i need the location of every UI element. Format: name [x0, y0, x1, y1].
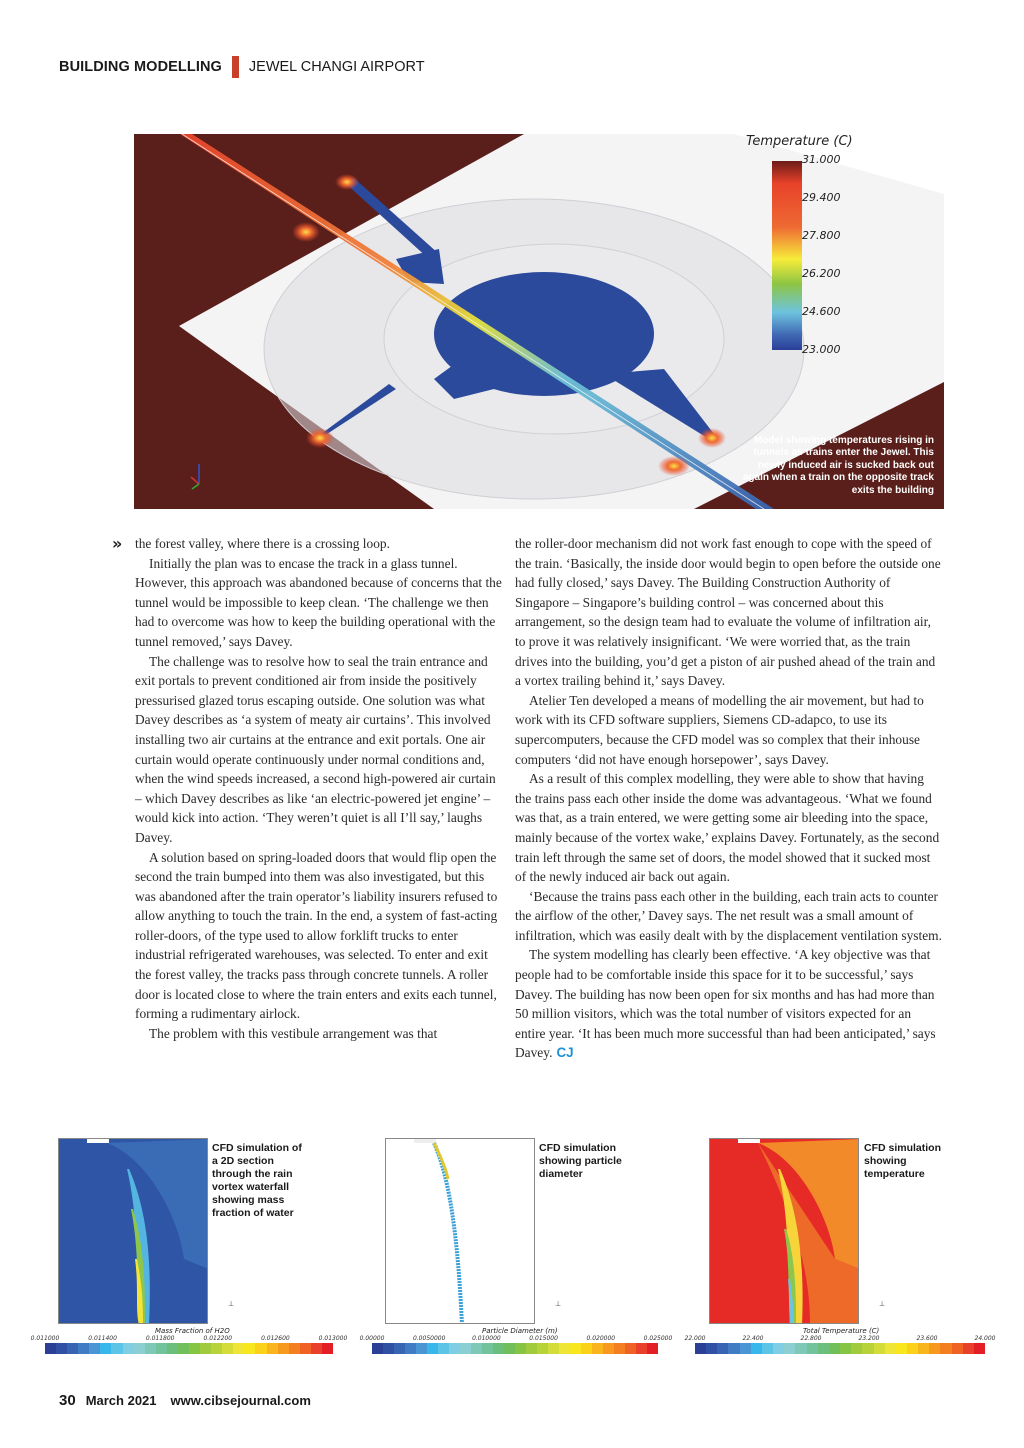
colorbar-title: Mass Fraction of H2O: [155, 1327, 230, 1335]
axis-triad-icon: ⊥: [555, 1300, 562, 1308]
cfd-plot-temperature: [709, 1138, 859, 1324]
paragraph: The problem with this vestibule arrangement was that: [149, 1025, 438, 1041]
figure-caption: CFD simulation showing temperature: [864, 1142, 942, 1180]
hero-cfd-figure: [134, 134, 944, 509]
colorbar-swatch: [211, 1343, 222, 1354]
colorbar-swatch: [526, 1343, 537, 1354]
colorbar-swatch: [278, 1343, 289, 1354]
paragraph: the roller-door mechanism did not work fast enough to cope with the speed of the train. ‘Basically, the inside door would begin to open before the outside one had fully closed,’ says Davey. The Building Construction Authority of Singapore – Singapore’s building control – was concerned about this arrangement, so the design team had to evaluate the volume of infiltration air, to prove it was relatively insignificant. ‘We were worried that, as the train drives into the building, you’d get a piston of air pushed ahead of the train and a vortex trailing behind it,’ says Davey.: [515, 536, 941, 689]
colorbar-tick: 22.400: [742, 1335, 764, 1342]
cfd-plot-particle-diameter: [385, 1138, 535, 1324]
colorbar-swatch: [56, 1343, 67, 1354]
colorbar-swatch: [222, 1343, 233, 1354]
hotspot: [335, 174, 359, 190]
colorbar-swatch: [592, 1343, 603, 1354]
colorbar-swatch: [717, 1343, 728, 1354]
colorbar-swatch: [244, 1343, 255, 1354]
legend-title: Temperature (C): [746, 134, 853, 149]
colorbar-temperature: [695, 1343, 985, 1354]
paragraph: As a result of this complex modelling, they were able to show that having the trains pass each other inside the dome was advantageous. ‘What we found was that, as a train entered, we were getting some air bleeding into the space, mainly because of the vortex wake,’ explains Davey. Fortunately, as the second train left through the same set of doors, the model showed that it sucked most of the newly induced air back out again.: [515, 771, 940, 885]
colorbar-tick: 22.000: [684, 1335, 706, 1342]
colorbar-swatch: [145, 1343, 156, 1354]
colorbar-swatch: [537, 1343, 548, 1354]
colorbar-swatch: [795, 1343, 806, 1354]
colorbar-swatch: [625, 1343, 636, 1354]
paragraph: ‘Because the trains pass each other in the building, each train acts to counter the airflow of the other,’ Davey says. The net result was a small amount of infiltration, which was easily dealt with by the displacement ventilation system.: [515, 888, 942, 943]
colorbar-swatch: [896, 1343, 907, 1354]
colorbar-swatch: [383, 1343, 394, 1354]
axis-triad-icon: ⊥: [879, 1300, 886, 1308]
article-column-left: [135, 534, 505, 1043]
colorbar-swatch: [762, 1343, 773, 1354]
section-label: BUILDING MODELLING: [59, 59, 222, 75]
colorbar-mass-fraction: [45, 1343, 333, 1354]
colorbar-swatch: [740, 1343, 751, 1354]
colorbar-swatch: [427, 1343, 438, 1354]
colorbar-swatch: [233, 1343, 244, 1354]
cfd-plot-mass-fraction: [58, 1138, 208, 1324]
colorbar-swatch: [818, 1343, 829, 1354]
figure-caption: CFD simulation of a 2D section through the rain vortex waterfall showing mass fraction of water: [212, 1142, 302, 1219]
colorbar-swatch: [178, 1343, 189, 1354]
colorbar-swatch: [156, 1343, 167, 1354]
colorbar-swatch: [200, 1343, 211, 1354]
hotspot: [292, 222, 320, 242]
colorbar-swatch: [728, 1343, 739, 1354]
colorbar-swatch: [581, 1343, 592, 1354]
colorbar-swatch: [267, 1343, 278, 1354]
colorbar-tick: 23.600: [916, 1335, 938, 1342]
colorbar-tick: 24.000: [974, 1335, 996, 1342]
colorbar-swatch: [78, 1343, 89, 1354]
colorbar-swatch: [189, 1343, 200, 1354]
colorbar-tick: 0.011400: [88, 1335, 117, 1342]
figure-caption: CFD simulation showing particle diameter: [539, 1142, 622, 1180]
colorbar-swatch: [449, 1343, 460, 1354]
colorbar-swatch: [614, 1343, 625, 1354]
colorbar-swatch: [134, 1343, 145, 1354]
end-mark-logo: CJ: [556, 1045, 574, 1061]
colorbar-swatch: [405, 1343, 416, 1354]
website-url: www.cibsejournal.com: [170, 1393, 311, 1408]
colorbar-swatch: [493, 1343, 504, 1354]
colorbar-swatch: [807, 1343, 818, 1354]
axis-triad-icon: ⊥: [228, 1300, 235, 1308]
colorbar-swatch: [394, 1343, 405, 1354]
paragraph: The challenge was to resolve how to seal the train entrance and exit portals to prevent conditioned air from inside the positively pressurised glazed torus escaping outside. One solution was what Davey describes as ‘a system of meaty air curtains’. This involved installing two air curtains at the entrance and exit portals. One air curtain would operate continuously under normal conditions and, when the wind speeds increased, a second high-powered air curtain – which Davey describes as like ‘an electric-powered jet engine’ – would kick into action. ‘They weren’t quiet is all I’ll say,’ laughs Davey.: [135, 653, 496, 845]
legend-tick: 31.000: [802, 153, 841, 166]
colorbar-swatch: [829, 1343, 840, 1354]
colorbar-tick: 0.010000: [472, 1335, 501, 1342]
colorbar-swatch: [636, 1343, 647, 1354]
continued-marker-icon: »: [112, 534, 123, 553]
colorbar-swatch: [706, 1343, 717, 1354]
colorbar-swatch: [874, 1343, 885, 1354]
colorbar-swatch: [907, 1343, 918, 1354]
paragraph: Initially the plan was to encase the track in a glass tunnel. However, this approach was abandoned because of concerns that the tunnel would be impossible to keep clean. ‘The challenge we then had to overcome was how to keep the building operational with the tunnel removed,’ says Davey.: [135, 555, 502, 649]
colorbar-swatch: [515, 1343, 526, 1354]
colorbar-swatch: [289, 1343, 300, 1354]
colorbar-tick: 0.011800: [145, 1335, 175, 1342]
colorbar-swatch: [111, 1343, 122, 1354]
colorbar-swatch: [67, 1343, 78, 1354]
colorbar-tick: 23.200: [858, 1335, 880, 1342]
hotspot: [658, 456, 690, 476]
colorbar-tick: 0.013000: [318, 1335, 348, 1342]
legend-tick: 26.200: [802, 267, 841, 280]
colorbar-swatch: [851, 1343, 862, 1354]
colorbar-tick: 0.011000: [30, 1335, 60, 1342]
paragraph: the forest valley, where there is a crossing loop.: [135, 536, 390, 551]
colorbar-swatch: [471, 1343, 482, 1354]
colorbar-title: Particle Diameter (m): [482, 1327, 558, 1335]
colorbar-swatch: [548, 1343, 559, 1354]
hero-caption: Model showing temperatures rising in tunnels as trains enter the Jewel. This newly induced air is sucked back out again when a train on the opposite track exits the building: [742, 435, 934, 496]
issue-date: March 2021: [85, 1393, 157, 1408]
colorbar-swatch: [300, 1343, 311, 1354]
paragraph-text: The system modelling has clearly been effective. ‘A key objective was that people had to be comfortable inside this space for it to be successful,’ says Davey. The building has now been open for six months and has had more than 50 million visitors, which was the total number of visitors expected for an entire year. ‘It has been much more successful than had been anticipated,’ says Davey.: [515, 947, 936, 1061]
colorbar-swatch: [840, 1343, 851, 1354]
hotspot: [698, 428, 726, 448]
colorbar-tick: 0.012600: [261, 1335, 290, 1342]
colorbar-swatch: [974, 1343, 985, 1354]
axis-triad-icon: [191, 464, 199, 489]
colorbar-swatch: [438, 1343, 449, 1354]
colorbar-swatch: [963, 1343, 974, 1354]
colorbar-swatch: [570, 1343, 581, 1354]
colorbar-swatch: [784, 1343, 795, 1354]
colorbar-swatch: [862, 1343, 873, 1354]
colorbar-swatch: [460, 1343, 471, 1354]
colorbar-tick: 0.00000: [359, 1335, 385, 1342]
legend-tick: 23.000: [802, 343, 841, 356]
colorbar-swatch: [100, 1343, 111, 1354]
colorbar-swatch: [603, 1343, 614, 1354]
colorbar-swatch: [416, 1343, 427, 1354]
colorbar-swatch: [372, 1343, 383, 1354]
colorbar-swatch: [89, 1343, 100, 1354]
paragraph: A solution based on spring-loaded doors that would flip open the second the train bumped into them was also investigated, but this was abandoned after the train operator’s liability insurers refused to allow anything to touch the train. In the end, a system of fast-acting roller-doors, of the type used to allow forklift trucks to enter industrial refrigerated warehouses, was selected. To enter and exit the forest valley, the tracks pass through concrete tunnels. A roller door is located close to where the train enters and exits each tunnel, forming a rudimentary airlock.: [135, 849, 498, 1022]
colorbar-swatch: [482, 1343, 493, 1354]
page-number: 30: [59, 1392, 76, 1409]
colorbar-tick: 22.800: [800, 1335, 822, 1342]
colorbar-swatch: [952, 1343, 963, 1354]
header-divider: [232, 56, 239, 78]
legend-tick: 29.400: [802, 191, 841, 204]
colorbar-swatch: [559, 1343, 570, 1354]
colorbar-title: Total Temperature (C): [803, 1327, 880, 1335]
colorbar-swatch: [647, 1343, 658, 1354]
topic-label: JEWEL CHANGI AIRPORT: [248, 59, 425, 75]
paragraph-final: [515, 945, 943, 1063]
colorbar-tick: 0.0050000: [412, 1335, 446, 1342]
colorbar-tick: 0.012200: [203, 1335, 233, 1342]
colorbar-particle-diameter: [372, 1343, 658, 1354]
colorbar-swatch: [322, 1343, 333, 1354]
colorbar-swatch: [45, 1343, 56, 1354]
colorbar-swatch: [255, 1343, 266, 1354]
colorbar-swatch: [773, 1343, 784, 1354]
colorbar-swatch: [311, 1343, 322, 1354]
colorbar-tick: 0.015000: [529, 1335, 558, 1342]
colorbar-swatch: [918, 1343, 929, 1354]
hotspot: [306, 428, 334, 448]
colorbar-swatch: [504, 1343, 515, 1354]
temperature-colorbar: [772, 161, 802, 350]
legend-tick: 24.600: [802, 305, 841, 318]
colorbar-swatch: [885, 1343, 896, 1354]
colorbar-swatch: [167, 1343, 178, 1354]
running-header: [59, 56, 425, 78]
article-column-right: [515, 534, 943, 1063]
colorbar-tick: 0.025000: [643, 1335, 673, 1342]
colorbar-swatch: [940, 1343, 951, 1354]
colorbar-swatch: [695, 1343, 706, 1354]
legend-tick: 27.800: [802, 229, 841, 242]
colorbar-swatch: [929, 1343, 940, 1354]
colorbar-swatch: [751, 1343, 762, 1354]
page-footer: [59, 1392, 311, 1409]
colorbar-tick: 0.020000: [586, 1335, 616, 1342]
colorbar-swatch: [123, 1343, 134, 1354]
paragraph: Atelier Ten developed a means of modelling the air movement, but had to work with its CFD software suppliers, Siemens CD-adapco, to use its supercomputers, because the CFD model was so complex that their inhouse computers ‘did not have enough horsepower’, says Davey.: [515, 692, 924, 767]
